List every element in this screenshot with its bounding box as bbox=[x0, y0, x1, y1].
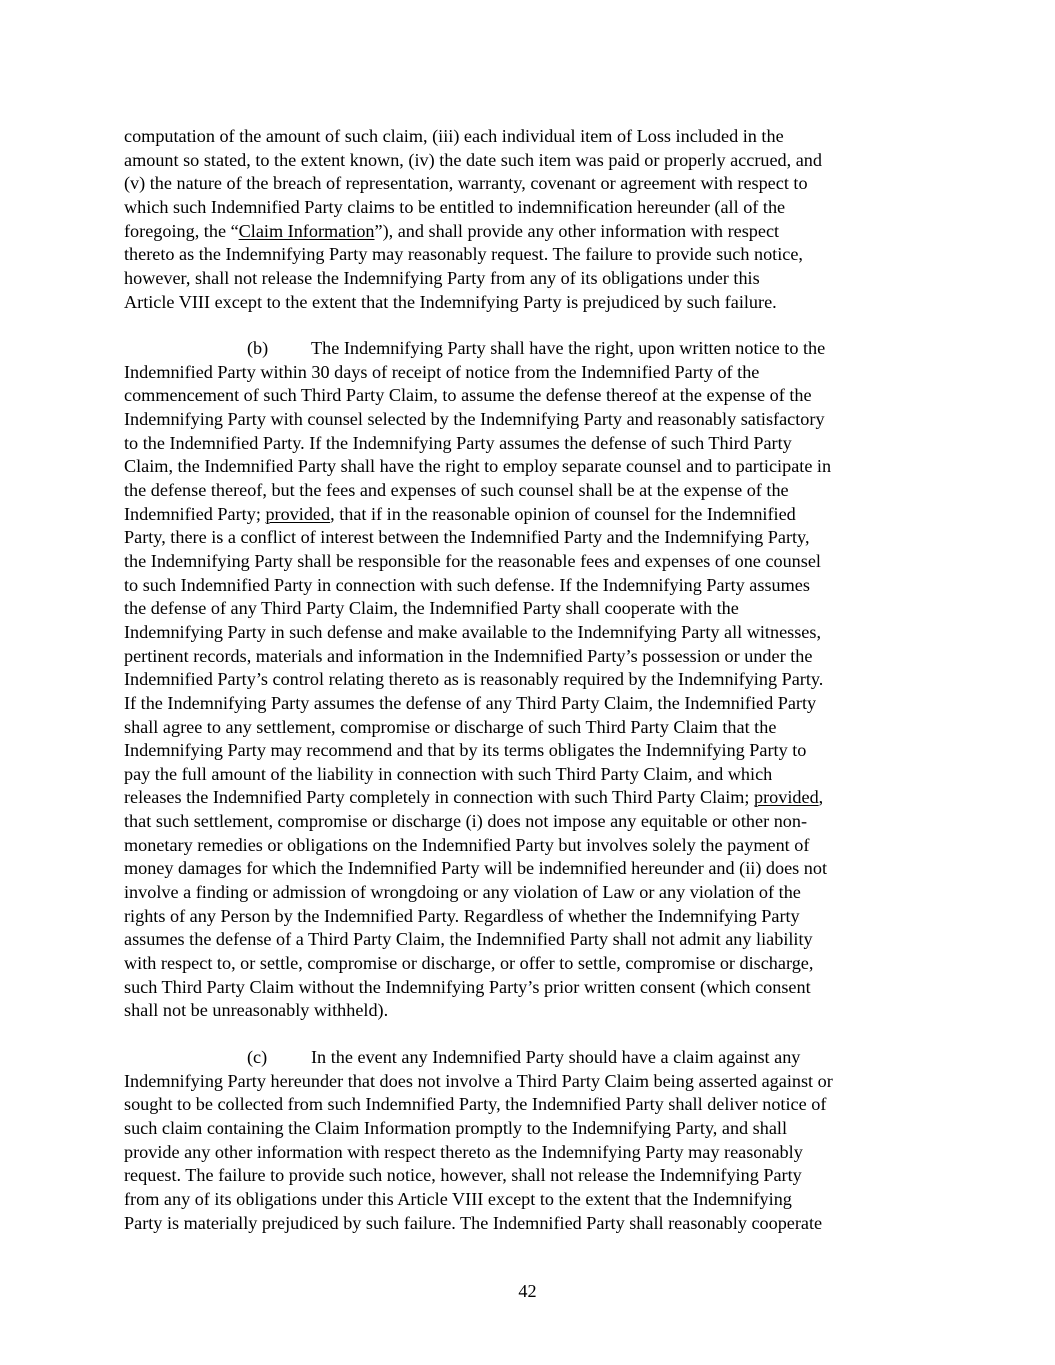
text-line: Party is materially prejudiced by such failure. The Indemnified Party shall reasonably cooperate bbox=[124, 1212, 823, 1233]
text-line: which such Indemnified Party claims to be entitled to indemnification hereunder (all of the bbox=[124, 196, 786, 217]
text-line: foregoing, the “Claim Information”), and shall provide any other information with respect bbox=[124, 220, 780, 241]
text-line: shall not be unreasonably withheld). bbox=[124, 1000, 389, 1021]
text-line: Indemnifying Party in such defense and make available to the Indemnifying Party all witnesses, bbox=[124, 621, 822, 642]
text-line: releases the Indemnified Party completely in connection with such Third Party Claim; provided, bbox=[124, 787, 824, 808]
text-line: (b) The Indemnifying Party shall have the right, upon written notice to the bbox=[124, 337, 940, 361]
text-line: (v) the nature of the breach of representation, warranty, covenant or agreement with respect to bbox=[124, 173, 808, 194]
text-line: money damages for which the Indemnified Party will be indemnified hereunder and (ii) does not bbox=[124, 858, 828, 879]
text-line: to such Indemnified Party in connection with such defense. If the Indemnifying Party assumes bbox=[124, 574, 810, 595]
proviso-term: provided bbox=[265, 503, 331, 524]
text-line: such claim containing the Claim Information promptly to the Indemnifying Party, and shall bbox=[124, 1117, 788, 1138]
paragraph-b-defense-of-claims bbox=[124, 337, 940, 1023]
paragraph-c-direct-claims bbox=[124, 1046, 940, 1235]
text-line: pertinent records, materials and information in the Indemnified Party’s possession or under the bbox=[124, 645, 813, 666]
paragraph-claim-information bbox=[124, 125, 940, 314]
text-line: the defense thereof, but the fees and expenses of such counsel shall be at the expense of the bbox=[124, 479, 789, 500]
text-line: Party, there is a conflict of interest between the Indemnified Party and the Indemnifying Party, bbox=[124, 527, 810, 548]
page-number: 42 bbox=[518, 1281, 537, 1301]
defined-term-claim-information: Claim Information bbox=[238, 220, 375, 241]
text-line: request. The failure to provide such notice, however, shall not release the Indemnifying Party bbox=[124, 1165, 802, 1186]
text-line: the Indemnifying Party shall be responsible for the reasonable fees and expenses of one counsel bbox=[124, 550, 821, 571]
text-line: amount so stated, to the extent known, (iv) the date such item was paid or properly accrued, and bbox=[124, 149, 822, 170]
text-line: Indemnified Party’s control relating thereto as is reasonably required by the Indemnifying Party. bbox=[124, 669, 824, 690]
text-line: involve a finding or admission of wrongdoing or any violation of Law or any violation of the bbox=[124, 882, 801, 903]
text-line: that such settlement, compromise or discharge (i) does not impose any equitable or other non- bbox=[124, 811, 808, 832]
text-line: to the Indemnified Party. If the Indemnifying Party assumes the defense of such Third Party bbox=[124, 432, 792, 453]
text-line: with respect to, or settle, compromise or discharge, or offer to settle, compromise or discharge, bbox=[124, 953, 814, 974]
text-line: assumes the defense of a Third Party Claim, the Indemnified Party shall not admit any liability bbox=[124, 929, 813, 950]
text-line: Indemnified Party; provided, that if in the reasonable opinion of counsel for the Indemnified bbox=[124, 503, 796, 524]
text-line: Indemnifying Party with counsel selected by the Indemnifying Party and reasonably satisfactory bbox=[124, 408, 825, 429]
text-line: Indemnifying Party hereunder that does not involve a Third Party Claim being asserted against or bbox=[124, 1070, 833, 1091]
paragraph-number: (c) bbox=[247, 1047, 268, 1067]
text-line: such Third Party Claim without the Indemnifying Party’s prior written consent (which consent bbox=[124, 976, 811, 997]
text-line: the defense of any Third Party Claim, the Indemnified Party shall cooperate with the bbox=[124, 598, 739, 619]
text-line: however, shall not release the Indemnifying Party from any of its obligations under this bbox=[124, 267, 760, 288]
proviso-term: provided bbox=[754, 787, 819, 808]
text-line: provide any other information with respect thereto as the Indemnifying Party may reasonably bbox=[124, 1141, 803, 1162]
text-line: pay the full amount of the liability in connection with such Third Party Claim, and which bbox=[124, 763, 773, 784]
text-line: thereto as the Indemnifying Party may reasonably request. The failure to provide such notice, bbox=[124, 244, 803, 265]
text-line: monetary remedies or obligations on the Indemnified Party but involves solely the payment of bbox=[124, 834, 810, 855]
text-line: sought to be collected from such Indemnified Party, the Indemnified Party shall deliver notice of bbox=[124, 1094, 827, 1115]
text-line: (c) In the event any Indemnified Party should have a claim against any bbox=[124, 1046, 940, 1070]
paragraph-number: (b) bbox=[247, 338, 269, 358]
text-line: Article VIII except to the extent that the Indemnifying Party is prejudiced by such failure. bbox=[124, 291, 777, 312]
text-line: from any of its obligations under this Article VIII except to the extent that the Indemnifying bbox=[124, 1188, 792, 1209]
text-line: rights of any Person by the Indemnified Party. Regardless of whether the Indemnifying Party bbox=[124, 905, 800, 926]
text-line: Claim, the Indemnified Party shall have the right to employ separate counsel and to participate in bbox=[124, 456, 832, 477]
text-line: Indemnified Party within 30 days of receipt of notice from the Indemnified Party of the bbox=[124, 361, 760, 382]
text-line: If the Indemnifying Party assumes the defense of any Third Party Claim, the Indemnified Party bbox=[124, 692, 817, 713]
text-line: Indemnifying Party may recommend and that by its terms obligates the Indemnifying Party to bbox=[124, 740, 807, 761]
text-line: commencement of such Third Party Claim, to assume the defense thereof at the expense of the bbox=[124, 385, 812, 406]
text-line: shall agree to any settlement, compromise or discharge of such Third Party Claim that the bbox=[124, 716, 777, 737]
text-line: computation of the amount of such claim, (iii) each individual item of Loss included in the bbox=[124, 126, 784, 146]
